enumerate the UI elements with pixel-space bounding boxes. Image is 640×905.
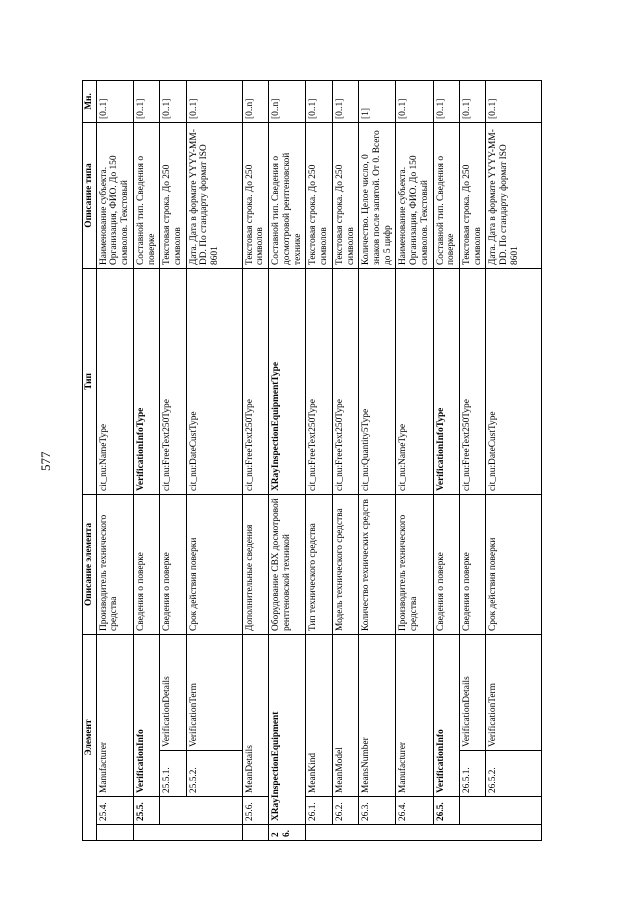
row-number: 25.5. <box>133 797 159 825</box>
element-type: cit_nu:FreeText250Type <box>459 268 485 494</box>
element-description: Оборудование СВХ досмотровой рентгеновской техникой <box>269 494 306 634</box>
table-row <box>332 80 358 840</box>
element-type: VerificationInfoType <box>433 268 459 494</box>
multiplicity: [0..1] <box>306 80 332 122</box>
element-description: Сведения о поверке <box>133 494 159 634</box>
row-number: 26.4. <box>396 797 433 825</box>
element-type: cit_nu:NameType <box>96 268 133 494</box>
table-row <box>459 80 485 840</box>
element-name: MeanDetails <box>242 634 268 796</box>
multiplicity: [0..1] <box>186 80 242 122</box>
page-number: 577 <box>38 451 53 471</box>
multiplicity: [0..1] <box>396 80 433 122</box>
table-row <box>242 80 268 840</box>
header-multiplicity: Мн. <box>83 80 97 122</box>
table-row <box>486 80 542 840</box>
header-type-description: Описание типа <box>83 122 97 268</box>
element-name: VerificationTerm <box>186 634 242 750</box>
type-description: Текстовая строка. До 250 символов <box>332 122 358 268</box>
element-name: VerificationTerm <box>486 634 542 750</box>
type-description: Дата. Дата в формате YYYY-MM-DD. По стандарту формат ISO 8601 <box>486 122 542 268</box>
element-description: Сведения о поверке <box>160 494 186 634</box>
element-name: VerificationInfo <box>433 634 459 796</box>
spec-table <box>82 80 542 841</box>
type-description: Составной тип. Сведения о досмотровой рентгеновской технике <box>269 122 306 268</box>
element-type: VerificationInfoType <box>133 268 159 494</box>
element-name: MeanModel <box>332 634 358 796</box>
table-row <box>269 80 306 840</box>
row-number: 25.5.1. <box>160 751 186 797</box>
element-description: Срок действия поверки <box>186 494 242 634</box>
row-number: 26. <box>269 825 306 841</box>
type-description: Наименование субъекта. Организация, ФИО. До 150 символов. Текстовый <box>96 122 133 268</box>
type-description: Составной тип. Сведения о поверке <box>133 122 159 268</box>
element-type: XRayInspectionEquipmentType <box>269 268 306 494</box>
element-description: Сведения о поверке <box>459 494 485 634</box>
element-name: XRayInspectionEquipment <box>269 634 306 824</box>
table-row <box>433 80 459 840</box>
row-number: 26.3. <box>359 797 396 825</box>
element-type: cit_nu:FreeText250Type <box>306 268 332 494</box>
row-number: 26.5.2. <box>486 751 542 797</box>
table-row <box>359 80 396 840</box>
element-type: cit_nu:DateCustType <box>186 268 242 494</box>
element-type: cit_nu:Quantity5Type <box>359 268 396 494</box>
element-name: VerificationDetails <box>160 634 186 750</box>
element-type: cit_nu:FreeText250Type <box>160 268 186 494</box>
type-description: Текстовая строка. До 250 символов <box>242 122 268 268</box>
element-name: MeansNumber <box>359 634 396 796</box>
element-type: cit_nu:DateCustType <box>486 268 542 494</box>
multiplicity: [0..1] <box>433 80 459 122</box>
multiplicity: [0..1] <box>486 80 542 122</box>
multiplicity: [0..1] <box>459 80 485 122</box>
type-description: Дата. Дата в формате YYYY-MM-DD. По стандарту формат ISO 8601 <box>186 122 242 268</box>
element-description: Дополнительные сведения <box>242 494 268 634</box>
row-number: 25.4. <box>96 797 133 825</box>
element-description: Срок действия поверки <box>486 494 542 634</box>
multiplicity: [0..n] <box>242 80 268 122</box>
type-description: Текстовая строка. До 250 символов <box>459 122 485 268</box>
type-description: Текстовая строка. До 250 символов <box>306 122 332 268</box>
type-description: Составной тип. Сведения о поверке <box>433 122 459 268</box>
multiplicity: [0..1] <box>96 80 133 122</box>
row-number: 25.6. <box>242 797 268 825</box>
multiplicity: [0..1] <box>160 80 186 122</box>
element-name: MeanKind <box>306 634 332 796</box>
table-row <box>396 80 433 840</box>
row-number: 26.5.1. <box>459 751 485 797</box>
element-description: Тип технического средства <box>306 494 332 634</box>
header-element: Элемент <box>83 634 97 840</box>
element-name: VerificationInfo <box>133 634 159 796</box>
element-description: Производитель технического средства <box>396 494 433 634</box>
row-number: 26.2. <box>332 797 358 825</box>
table-row <box>133 80 159 840</box>
header-description: Описание элемента <box>83 494 97 634</box>
multiplicity: [1] <box>359 80 396 122</box>
row-number: 25.5.2. <box>186 751 242 797</box>
multiplicity: [0..1] <box>133 80 159 122</box>
type-description: Количество. Целое число, 0 знаков после запятой. От 0. Всего до 5 цифр <box>359 122 396 268</box>
table-row <box>306 80 332 840</box>
element-description: Производитель технического средства <box>96 494 133 634</box>
rotated-page <box>38 81 577 841</box>
table-row <box>186 80 242 840</box>
element-type: cit_nu:FreeText250Type <box>242 268 268 494</box>
multiplicity: [0..1] <box>332 80 358 122</box>
row-number: 26.5. <box>433 797 459 825</box>
type-description: Текстовая строка. До 250 символов <box>160 122 186 268</box>
element-description: Сведения о поверке <box>433 494 459 634</box>
element-description: Модель технического средства <box>332 494 358 634</box>
element-type: cit_nu:NameType <box>396 268 433 494</box>
header-type: Тип <box>83 268 97 494</box>
multiplicity: [0..n] <box>269 80 306 122</box>
table-row <box>160 80 186 840</box>
row-number: 26.1. <box>306 797 332 825</box>
table-row <box>96 80 133 840</box>
type-description: Наименование субъекта. Организация, ФИО. До 150 символов. Текстовый <box>396 122 433 268</box>
element-name: VerificationDetails <box>459 634 485 750</box>
element-name: Manufacturer <box>396 634 433 796</box>
element-description: Количество технических средств <box>359 494 396 634</box>
element-type: cit_nu:FreeText250Type <box>332 268 358 494</box>
element-name: Manufacturer <box>96 634 133 796</box>
header-row <box>83 80 97 840</box>
